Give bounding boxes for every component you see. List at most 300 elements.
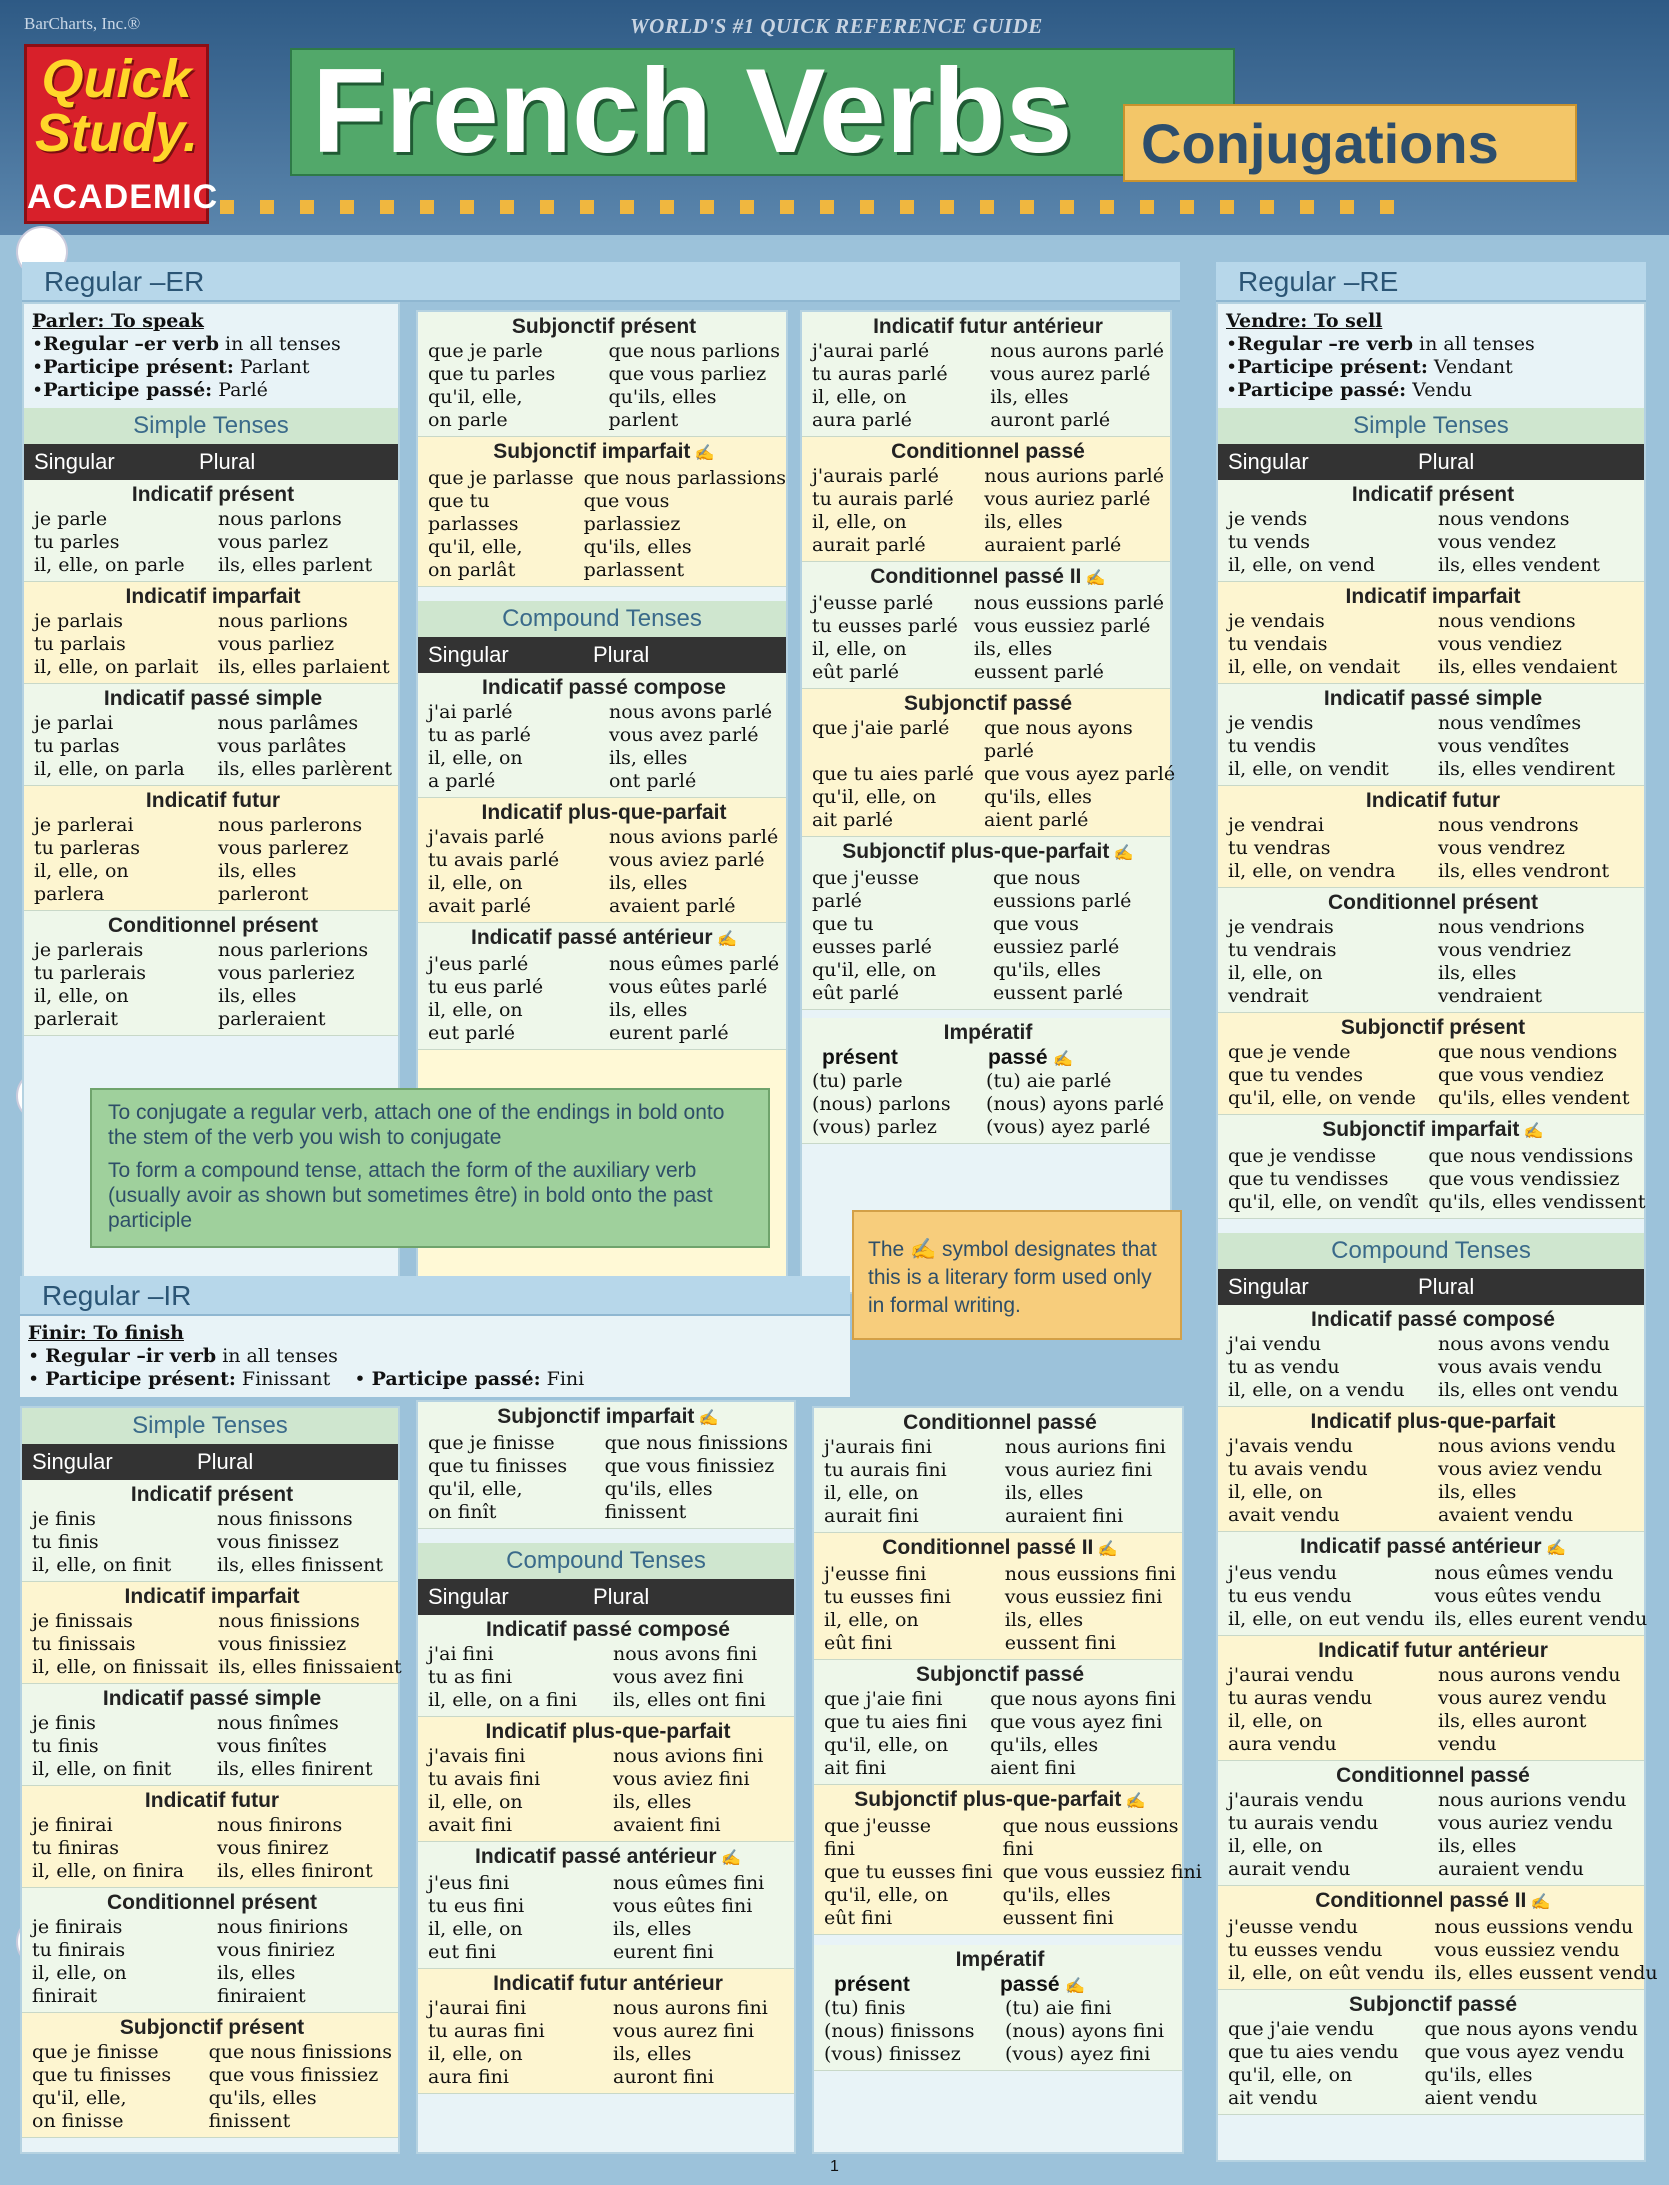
imperatif-form: (nous) parlons	[812, 1093, 951, 1115]
imperatif-head: présent passé ✍	[834, 1973, 1086, 1996]
conjugation-form: ils, elles parlent	[218, 554, 373, 576]
conjugation-form: parlassent	[583, 559, 685, 581]
conjugation-form: il, elle, on	[428, 1918, 523, 1940]
conjugation-form: ils, elles	[613, 2043, 692, 2065]
verb-note: • Participe passé: Vendu	[1226, 379, 1636, 402]
conjugation-form: que tu aies parlé	[812, 763, 974, 785]
conjugation-form: j'aurais fini	[824, 1436, 932, 1458]
tense-block	[24, 480, 398, 582]
tense-name: Subjonctif imparfait ✍	[1322, 1118, 1544, 1141]
conjugation-form: qu'ils, elles	[1424, 2064, 1533, 2086]
tense-name: Indicatif passé composé	[1311, 1308, 1555, 1331]
conjugation-form: que je finisse	[32, 2041, 159, 2063]
section-regular-re	[1216, 262, 1658, 2162]
conjugation-form: qu'ils, elles	[983, 786, 1092, 808]
conjugation-form: tu finiras	[32, 1837, 120, 1859]
conjugation-forms	[1228, 916, 1638, 1008]
conjugation-form: j'ai vendu	[1228, 1333, 1322, 1355]
conjugation-forms	[428, 826, 780, 918]
conjugation-forms	[1228, 1145, 1646, 1214]
conjugation-form: que j'aie parlé	[812, 717, 950, 739]
conjugation-form: vous eussiez parlé	[973, 615, 1151, 637]
conjugation-form: finiraient	[217, 1985, 306, 2007]
conjugation-forms	[824, 1436, 1176, 1528]
conjugation-forms	[1228, 1435, 1638, 1527]
conjugation-forms	[32, 2041, 392, 2133]
simple-tenses-heading: Simple Tenses	[22, 1408, 398, 1444]
conjugation-form: eût fini	[824, 1632, 893, 1654]
conjugation-forms	[824, 1563, 1176, 1655]
conjugation-form: je parlerai	[34, 814, 134, 836]
imperatif-form: (vous) ayez parlé	[986, 1116, 1151, 1138]
decorative-dots	[220, 200, 1394, 214]
tense-block	[22, 1888, 398, 2013]
verb-title: Parler: To speak	[32, 310, 204, 332]
tense-block	[802, 562, 1170, 689]
tense-block	[1218, 1305, 1644, 1407]
conjugation-form: qu'il, elle, on vende	[1228, 1087, 1416, 1109]
conjugation-form: vous aviez fini	[613, 1768, 750, 1790]
imperatif-form: (vous) ayez fini	[1005, 2043, 1151, 2065]
tense-block	[1218, 1407, 1644, 1532]
tip-compound: To form a compound tense, attach the form of the auxiliary verb (usually avoir as shown but sometimes être) in bold onto the past participle	[108, 1159, 713, 1232]
conjugation-form: j'aurais parlé	[812, 465, 939, 487]
conjugation-form: je parlai	[34, 712, 114, 734]
conjugation-form: nous aurons vendu	[1438, 1664, 1621, 1686]
conjugation-form: que vous finissiez	[208, 2064, 379, 2086]
conjugation-form: qu'ils, elles	[583, 536, 692, 558]
conjugation-form: que je finisse	[428, 1432, 555, 1454]
conjugation-form: il, elle, on	[1228, 1835, 1323, 1857]
conjugation-form: que vous	[583, 490, 670, 512]
conjugation-forms	[812, 340, 1164, 432]
conjugation-form: vous parlez	[218, 531, 329, 553]
tense-block	[418, 1402, 794, 1529]
ir-panel-3	[812, 1406, 1202, 2154]
conjugation-form: je vendrai	[1228, 814, 1325, 836]
conjugation-form: ils, elles eussent vendu	[1434, 1962, 1658, 1984]
conjugation-form: il, elle, on a fini	[428, 1689, 578, 1711]
quill-pen-icon: ✍	[1065, 1978, 1086, 1995]
conjugation-form: qu'ils, elles	[208, 2087, 317, 2109]
conjugation-forms	[1228, 610, 1638, 679]
conjugation-form: parlerait	[34, 1008, 119, 1030]
quill-pen-icon: ✍	[694, 1410, 719, 1427]
conjugation-form: nous parlerions	[218, 939, 369, 961]
verb-note: • Participe présent: Finissant • Participe passé: Fini	[28, 1368, 585, 1390]
tense-block	[22, 1786, 398, 1888]
conjugation-form: que tu vendes	[1228, 1064, 1363, 1086]
imperatif-form: (tu) aie fini	[1005, 1997, 1112, 2019]
ir-panel-2	[416, 1400, 796, 2154]
verb-intro	[20, 1316, 850, 1397]
conjugation-form: nous finirions	[217, 1916, 349, 1938]
conjugation-form: qu'il, elle,	[32, 2087, 127, 2109]
conjugation-form: eussent fini	[1004, 1632, 1116, 1654]
conjugation-form: parlé	[983, 740, 1034, 762]
conjugation-form: avaient parlé	[609, 895, 736, 917]
conjugation-forms	[428, 1432, 788, 1524]
conjugation-form: eussiez parlé	[993, 936, 1120, 958]
conjugation-form: eut fini	[428, 1941, 497, 1963]
conjugation-form: nous eûmes fini	[613, 1872, 765, 1894]
conjugation-form: qu'il, elle, on	[824, 1884, 949, 1906]
conjugation-form: tu eus fini	[428, 1895, 525, 1917]
conjugation-form: que nous vendions	[1438, 1041, 1618, 1063]
conjugation-form: tu auras vendu	[1228, 1687, 1373, 1709]
conjugation-form: il, elle, on	[428, 999, 523, 1021]
literary-note: The ✍ symbol designates that this is a literary form used only in formal writing.	[868, 1238, 1157, 1317]
conjugation-form: tu aurais fini	[824, 1459, 947, 1481]
conjugation-form: ils, elles auront	[1438, 1710, 1587, 1732]
conjugation-form: ils, elles parlèrent	[217, 758, 392, 780]
conjugation-form: auront fini	[613, 2066, 714, 2088]
conjugation-form: il, elle, on	[1228, 962, 1323, 984]
imperatif-block	[802, 1018, 1170, 1144]
conjugation-tip-box	[90, 1088, 770, 1248]
conjugation-form: je finirai	[32, 1814, 113, 1836]
conjugation-form: vous aurez fini	[613, 2020, 755, 2042]
conjugation-form: tu eus vendu	[1228, 1585, 1352, 1607]
tense-block	[1218, 582, 1644, 684]
conjugation-form: que tu finisses	[32, 2064, 172, 2086]
er-panel-3	[800, 310, 1176, 1294]
quill-pen-icon: ✍	[1053, 1051, 1074, 1068]
conjugation-form	[812, 740, 974, 763]
conjugation-form: ils, elles	[1438, 962, 1517, 984]
conjugation-form: ils, elles finirent	[217, 1758, 373, 1780]
imperatif-form: (nous) finissons	[824, 2020, 975, 2042]
conjugation-form: ils, elles vendirent	[1438, 758, 1616, 780]
conjugation-form: tu vendrais	[1228, 939, 1337, 961]
conjugation-form: j'eusse fini	[824, 1563, 927, 1585]
conjugation-form: tu parlais	[34, 633, 126, 655]
tense-name: Impératif	[943, 1021, 1033, 1044]
conjugation-form: vous vendriez	[1438, 939, 1571, 961]
conjugation-form: que je parlasse	[428, 467, 574, 489]
tense-name: Indicatif imparfait	[124, 1585, 300, 1608]
tense-name: Indicatif passé antérieur ✍	[471, 926, 737, 949]
conjugation-form: avait vendu	[1228, 1504, 1340, 1526]
conjugation-form: je parlais	[34, 610, 123, 632]
conjugation-forms	[34, 610, 392, 679]
conjugation-form: tu aurais parlé	[812, 488, 954, 510]
conjugation-form: il, elle, on parlait	[34, 656, 199, 678]
tense-block	[22, 1582, 402, 1684]
conjugation-form: il, elle, on	[824, 1482, 919, 1504]
tense-block	[1218, 1115, 1644, 1219]
conjugation-forms	[428, 953, 780, 1045]
tense-block	[1218, 786, 1644, 888]
conjugation-form: ils, elles	[613, 1918, 692, 1940]
conjugation-form: ils, elles	[1005, 1482, 1084, 1504]
conjugation-form: vous parleriez	[218, 962, 355, 984]
verb-note: • Regular –er verb in all tenses	[32, 333, 390, 356]
tense-name: Subjonctif présent	[1340, 1016, 1526, 1039]
conjugation-form: j'avais vendu	[1228, 1435, 1353, 1457]
conjugation-form: tu parleras	[34, 837, 140, 859]
conjugation-form: tu eusses fini	[824, 1586, 951, 1608]
conjugation-form: il, elle, on	[1228, 1710, 1323, 1732]
verb-note: • Regular –ir verb in all tenses	[28, 1345, 338, 1367]
singular-plural-header: Singular Plural	[1218, 1269, 1644, 1305]
tense-name: Indicatif passé composé	[486, 1618, 730, 1641]
conjugation-form: qu'ils, elles	[990, 1734, 1099, 1756]
conjugation-form: que nous eussions	[1002, 1815, 1179, 1837]
conjugation-form: nous finîmes	[217, 1712, 339, 1734]
conjugation-form: que je vende	[1228, 1041, 1351, 1063]
conjugation-form: que vous	[993, 913, 1079, 935]
conjugation-form: finirait	[32, 1985, 98, 2007]
tense-name: Subjonctif imparfait ✍	[497, 1405, 719, 1428]
conjugation-form: a parlé	[428, 770, 496, 792]
conjugation-form: j'aurai fini	[428, 1997, 527, 2019]
conjugation-form: j'avais parlé	[428, 826, 545, 848]
tense-name: Conditionnel passé	[891, 440, 1085, 463]
tense-block	[418, 798, 786, 923]
tense-block	[1218, 1636, 1644, 1761]
conjugation-forms	[428, 1997, 788, 2089]
conjugation-form: vous finiriez	[217, 1939, 335, 1961]
conjugation-form: que nous ayons vendu	[1424, 2018, 1638, 2040]
conjugation-form: j'aurai parlé	[812, 340, 930, 362]
conjugation-form: auraient vendu	[1438, 1858, 1584, 1880]
conjugation-form: auraient parlé	[984, 534, 1122, 556]
conjugation-form: nous avions vendu	[1438, 1435, 1616, 1457]
conjugation-form: tu finis	[32, 1735, 99, 1757]
imperatif-form: (tu) parle	[812, 1070, 903, 1092]
conjugation-form: vendraient	[1438, 985, 1542, 1007]
conjugation-form: eussent parlé	[973, 661, 1104, 683]
tense-list	[802, 312, 1176, 1010]
tense-name: Indicatif futur	[144, 1789, 280, 1812]
conjugation-form: que j'eusse	[824, 1815, 932, 1837]
tense-block	[22, 2013, 398, 2138]
tense-block	[22, 1684, 398, 1786]
conjugation-form: que vous eussiez fini	[1002, 1861, 1202, 1883]
verb-note: • Participe présent: Vendant	[1226, 356, 1636, 379]
tense-block	[802, 437, 1170, 562]
tense-block	[1218, 888, 1644, 1013]
conjugation-form: vous finissiez	[218, 1633, 347, 1655]
tense-block	[1218, 1013, 1644, 1115]
tense-name: Conditionnel passé II ✍	[882, 1536, 1118, 1559]
conjugation-form: il, elle, on	[824, 1609, 919, 1631]
conjugation-form: eusses parlé	[812, 936, 932, 958]
conjugation-form: il, elle, on vendra	[1228, 860, 1396, 882]
conjugation-form: vous finîtes	[217, 1735, 327, 1757]
tense-block	[418, 1615, 794, 1717]
conjugation-form: nous aurions parlé	[984, 465, 1164, 487]
conjugation-form: que tu eusses fini	[824, 1861, 993, 1883]
conjugation-form: il, elle, on	[428, 1791, 523, 1813]
conjugation-form: nous vendrons	[1438, 814, 1579, 836]
conjugation-form: ils, elles finissaient	[218, 1656, 402, 1678]
logo-line-1: Quick	[41, 49, 192, 109]
conjugation-form: que tu	[812, 913, 874, 935]
conjugation-form: qu'ils, elles	[993, 959, 1101, 981]
conjugation-form: avait fini	[428, 1814, 513, 1836]
header-band	[0, 0, 1669, 235]
conjugation-forms	[824, 1815, 1202, 1930]
conjugation-form: vous vendîtes	[1438, 735, 1570, 757]
conjugation-form: finissent	[208, 2110, 291, 2132]
conjugation-form: nous finissons	[217, 1508, 353, 1530]
conjugation-form: il, elle, on	[812, 511, 907, 533]
tense-block	[418, 1969, 794, 2094]
conjugation-form: que nous ayons	[983, 717, 1133, 739]
quill-pen-icon: ✍	[1541, 1540, 1566, 1557]
conjugation-form: que nous finissions	[604, 1432, 788, 1454]
tense-name: Indicatif présent	[1351, 483, 1515, 506]
quill-pen-icon: ✍	[716, 1850, 741, 1867]
conjugation-form: aient fini	[990, 1757, 1076, 1779]
conjugation-form: il, elle, on	[32, 1962, 127, 1984]
singular-plural-header: Singular Plural	[418, 1579, 794, 1615]
conjugation-form: vous auriez fini	[1005, 1459, 1153, 1481]
tense-name: Subjonctif présent	[119, 2016, 305, 2039]
conjugation-form: vous aurez parlé	[990, 363, 1151, 385]
conjugation-form: parleraient	[218, 1008, 326, 1030]
conjugation-form: que vous ayez parlé	[983, 763, 1176, 785]
tense-block	[418, 1717, 794, 1842]
tense-list	[24, 480, 398, 1036]
conjugation-form: vous eûtes fini	[613, 1895, 753, 1917]
conjugation-form: on finisse	[32, 2110, 124, 2132]
conjugation-form: nous finirons	[217, 1814, 343, 1836]
conjugation-form: que vous vendiez	[1438, 1064, 1604, 1086]
conjugation-form: j'aurai vendu	[1228, 1664, 1354, 1686]
tense-name: Conditionnel passé	[903, 1411, 1097, 1434]
conjugation-form: que tu finisses	[428, 1455, 568, 1477]
verb-title: Finir: To finish	[28, 1322, 184, 1344]
conjugation-form: eussent parlé	[993, 982, 1124, 1004]
conjugation-form: il, elle, on finit	[32, 1758, 172, 1780]
conjugation-form: ils, elles	[217, 1962, 296, 1984]
tense-block	[24, 786, 398, 911]
conjugation-forms	[428, 467, 786, 582]
conjugation-form: fini	[824, 1838, 855, 1860]
verb-title: Vendre: To sell	[1226, 310, 1383, 332]
conjugation-form: eût parlé	[812, 982, 900, 1004]
conjugation-form: il, elle, on	[428, 747, 523, 769]
tense-block	[802, 837, 1170, 1010]
tense-block	[814, 1785, 1202, 1935]
conjugation-form: j'eus parlé	[428, 953, 529, 975]
conjugation-form: ils, elles ont vendu	[1438, 1379, 1619, 1401]
tense-name: Subjonctif passé	[915, 1663, 1085, 1686]
conjugation-form: tu vendis	[1228, 735, 1317, 757]
conjugation-forms	[32, 1508, 392, 1577]
conjugation-forms	[428, 1643, 788, 1712]
imperatif-form: (tu) finis	[824, 1997, 906, 2019]
tense-name: Conditionnel passé II ✍	[870, 565, 1106, 588]
conjugation-form: ont parlé	[609, 770, 697, 792]
tense-name: Conditionnel passé	[1336, 1764, 1530, 1787]
tense-block	[418, 437, 786, 587]
quickstudy-logo	[24, 44, 219, 224]
conjugation-form: ait vendu	[1228, 2087, 1318, 2109]
tense-name: Impératif	[955, 1948, 1045, 1971]
tense-name: Indicatif présent	[131, 483, 295, 506]
conjugation-form: ils, elles	[613, 1791, 692, 1813]
conjugation-form: vous parlâtes	[217, 735, 347, 757]
tense-block	[1218, 1761, 1644, 1886]
conjugation-form: que nous finissions	[208, 2041, 392, 2063]
tense-block	[24, 582, 398, 684]
conjugation-form: qu'il, elle, on	[812, 959, 937, 981]
tip-endings: To conjugate a regular verb, attach one of the endings in bold onto the stem of the verb you wish to conjugate	[108, 1101, 725, 1149]
conjugation-form: je finis	[32, 1712, 96, 1734]
tense-name: Conditionnel présent	[1328, 891, 1538, 914]
logo-line-2: Study.	[34, 103, 198, 163]
ir-panel-1	[20, 1406, 400, 2154]
tense-name: Subjonctif présent	[511, 315, 697, 338]
conjugation-form: tu eus parlé	[428, 976, 544, 998]
conjugation-forms	[428, 701, 780, 793]
tense-block	[814, 1660, 1182, 1785]
imperatif-block	[814, 1945, 1182, 2071]
simple-tenses-heading: Simple Tenses	[24, 408, 398, 444]
conjugation-form: ils, elles	[609, 747, 688, 769]
conjugation-form: tu avais fini	[428, 1768, 541, 1790]
conjugation-form: tu as fini	[428, 1666, 513, 1688]
conjugation-form: vous aviez vendu	[1438, 1458, 1603, 1480]
conjugation-form: il, elle, on parle	[34, 554, 185, 576]
imperatif-form: (vous) finissez	[824, 2043, 961, 2065]
conjugation-form: eut parlé	[428, 1022, 516, 1044]
conjugation-forms	[812, 592, 1164, 684]
conjugation-form: nous parlâmes	[217, 712, 359, 734]
conjugation-form: j'aurais vendu	[1228, 1789, 1364, 1811]
conjugation-form: je parlerais	[34, 939, 144, 961]
tense-name: Subjonctif plus-que-parfait ✍	[842, 840, 1134, 863]
conjugation-form: ait parlé	[812, 809, 893, 831]
conjugation-form: nous eussions fini	[1004, 1563, 1176, 1585]
conjugation-form: nous eussions vendu	[1434, 1916, 1634, 1938]
imperatif-forms	[824, 1997, 1176, 2066]
conjugation-forms	[1228, 1916, 1658, 1985]
conjugation-form: nous avons parlé	[609, 701, 773, 723]
conjugation-forms	[1228, 1789, 1638, 1881]
conjugation-form: ils, elles	[1438, 1835, 1517, 1857]
quill-pen-icon: ✍	[1109, 845, 1134, 862]
conjugation-form: ils, elles vendaient	[1438, 656, 1618, 678]
conjugation-forms	[428, 340, 780, 432]
conjugation-form: il, elle, on	[428, 872, 523, 894]
conjugation-form: avaient vendu	[1438, 1504, 1574, 1526]
conjugation-forms	[32, 1916, 392, 2008]
tense-name: Indicatif plus-que-parfait	[1310, 1410, 1556, 1433]
conjugation-form: ils, elles parlaient	[218, 656, 390, 678]
conjugation-form: vendu	[1438, 1733, 1497, 1755]
conjugation-form: il, elle, on eut vendu	[1228, 1608, 1425, 1630]
section-title: Regular –IR	[20, 1276, 850, 1316]
conjugation-form: il, elle, on vendit	[1228, 758, 1389, 780]
tense-list	[418, 1402, 794, 1529]
section-regular-ir	[20, 1276, 1202, 2156]
conjugation-form: aurait fini	[824, 1505, 919, 1527]
conjugation-form: on parle	[428, 409, 508, 431]
imperatif-form: (vous) parlez	[812, 1116, 937, 1138]
conjugation-forms	[428, 1872, 788, 1964]
conjugation-forms	[1228, 2018, 1638, 2110]
tense-block	[418, 312, 786, 437]
conjugation-form: tu eusses parlé	[812, 615, 958, 637]
quill-pen-icon: ✍	[1526, 1894, 1551, 1911]
tense-name: Indicatif plus-que-parfait	[485, 1720, 731, 1743]
conjugation-form: je finirais	[32, 1916, 123, 1938]
